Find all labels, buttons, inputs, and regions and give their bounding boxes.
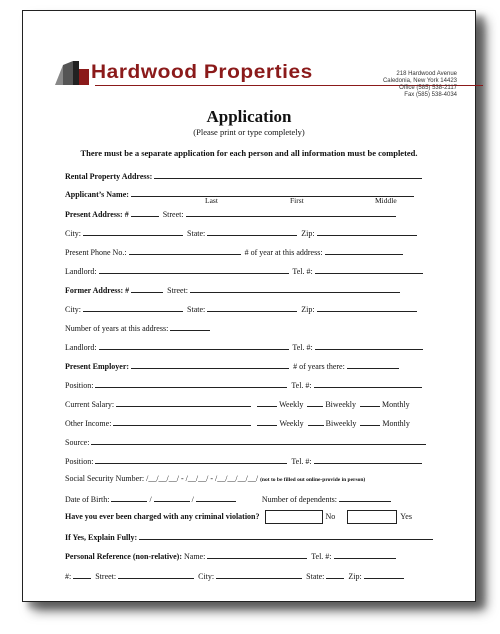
current-salary-row xyxy=(65,398,410,409)
name-part-last: Last xyxy=(205,196,218,205)
employer-position-row xyxy=(65,379,424,390)
salary-biweekly-label: Biweekly xyxy=(325,400,357,409)
personal-ref-city-field[interactable] xyxy=(216,570,302,579)
current-salary-field[interactable] xyxy=(116,398,251,407)
present-landlord-row xyxy=(65,265,425,276)
personal-ref-zip-label: Zip: xyxy=(348,572,362,581)
personal-ref-state-field[interactable] xyxy=(326,570,344,579)
present-city-label: City: xyxy=(65,229,82,238)
present-address-label: Present Address: # xyxy=(65,210,129,219)
explain-label: If Yes, Explain Fully: xyxy=(65,533,138,542)
applicant-name-field[interactable] xyxy=(131,188,414,197)
personal-ref-number-label: #: xyxy=(65,572,72,581)
office-phone: Office (585) 538-2117 xyxy=(399,85,457,91)
personal-ref-label: Personal Reference (non-relative): xyxy=(65,552,182,561)
income-weekly-field[interactable] xyxy=(257,417,277,426)
personal-ref-tel-field[interactable] xyxy=(334,550,396,559)
present-employer-label: Present Employer: xyxy=(65,362,130,371)
employer-position-field[interactable] xyxy=(95,379,287,388)
ssn-row xyxy=(65,474,365,483)
source-tel-label: Tel. #: xyxy=(291,457,312,466)
source-label: Source: xyxy=(65,438,90,447)
former-city-field[interactable] xyxy=(83,303,183,312)
present-city-field[interactable] xyxy=(83,227,183,236)
name-part-first: First xyxy=(290,196,304,205)
present-address-number-field[interactable] xyxy=(131,208,159,217)
present-zip-field[interactable] xyxy=(317,227,417,236)
personal-ref-number-field[interactable] xyxy=(73,570,91,579)
rental-address-field[interactable] xyxy=(154,170,422,179)
years-at-address-field[interactable] xyxy=(325,246,403,255)
present-phone-row xyxy=(65,246,405,257)
years-there-field[interactable] xyxy=(347,360,399,369)
current-salary-label: Current Salary: xyxy=(65,400,115,409)
former-landlord-tel-field[interactable] xyxy=(315,341,423,350)
source-position-row xyxy=(65,455,424,466)
other-income-row xyxy=(65,417,410,428)
rental-address-row xyxy=(65,170,424,181)
source-position-label: Position: xyxy=(65,457,94,466)
former-city-row xyxy=(65,303,419,314)
former-state-label: State: xyxy=(187,305,206,314)
personal-ref-zip-field[interactable] xyxy=(364,570,404,579)
former-years-field[interactable] xyxy=(170,322,210,331)
present-street-label: Street: xyxy=(162,210,184,219)
present-phone-field[interactable] xyxy=(129,246,241,255)
page-subtitle: (Please print or type completely) xyxy=(193,127,305,137)
present-landlord-tel-field[interactable] xyxy=(315,265,423,274)
company-logo xyxy=(53,59,343,89)
source-position-field[interactable] xyxy=(95,455,287,464)
notice-text: There must be a separate application for each person and all information must be completed. xyxy=(80,148,418,158)
criminal-yes-label: Yes xyxy=(400,511,412,521)
ssn-label: Social Security Number: xyxy=(65,474,145,483)
years-there-label: # of years there: xyxy=(293,362,345,371)
former-state-field[interactable] xyxy=(207,303,297,312)
personal-ref-street-label: Street: xyxy=(95,572,117,581)
former-street-label: Street: xyxy=(167,286,189,295)
former-address-number-field[interactable] xyxy=(131,284,163,293)
rental-address-label: Rental Property Address: xyxy=(65,172,153,181)
personal-ref-address-row xyxy=(65,570,406,581)
explain-field[interactable] xyxy=(139,531,433,540)
present-employer-field[interactable] xyxy=(131,360,289,369)
ssn-field[interactable]: /__/__/__/ - /__/__/ - /__/__/__/__/ xyxy=(146,474,259,483)
dob-year-field[interactable] xyxy=(196,493,236,502)
present-address-row xyxy=(65,208,398,219)
source-field[interactable] xyxy=(91,436,426,445)
explain-row xyxy=(65,531,435,542)
salary-biweekly-field[interactable] xyxy=(307,398,323,407)
former-landlord-label: Landlord: xyxy=(65,343,97,352)
dob-label: Date of Birth: xyxy=(65,495,110,504)
other-income-label: Other Income: xyxy=(65,419,112,428)
former-zip-label: Zip: xyxy=(301,305,315,314)
applicant-name-row xyxy=(65,188,416,199)
former-years-row xyxy=(65,322,212,333)
salary-monthly-field[interactable] xyxy=(360,398,380,407)
personal-ref-tel-label: Tel. #: xyxy=(311,552,332,561)
present-street-field[interactable] xyxy=(186,208,396,217)
dob-month-field[interactable] xyxy=(111,493,147,502)
personal-ref-name-field[interactable] xyxy=(207,550,307,559)
address-line-1: 218 Hardwood Avenue xyxy=(396,71,457,77)
salary-weekly-label: Weekly xyxy=(279,400,304,409)
personal-ref-street-field[interactable] xyxy=(118,570,194,579)
income-biweekly-field[interactable] xyxy=(308,417,324,426)
dependents-label: Number of dependents: xyxy=(261,495,337,504)
company-address xyxy=(383,71,457,99)
other-income-field[interactable] xyxy=(113,417,251,426)
personal-ref-name-label: Name: xyxy=(184,552,206,561)
applicant-name-label: Applicant’s Name: xyxy=(65,190,129,199)
address-line-2: Caledonia, New York 14423 xyxy=(382,78,457,84)
salary-monthly-label: Monthly xyxy=(382,400,410,409)
criminal-question: Have you ever been charged with any criminal violation? xyxy=(65,511,260,521)
employer-position-label: Position: xyxy=(65,381,94,390)
income-monthly-field[interactable] xyxy=(360,417,380,426)
former-landlord-field[interactable] xyxy=(99,341,289,350)
criminal-no-box[interactable] xyxy=(265,510,323,524)
employer-tel-field[interactable] xyxy=(314,379,422,388)
dob-day-field[interactable] xyxy=(154,493,190,502)
personal-ref-city-label: City: xyxy=(198,572,215,581)
criminal-yes-box[interactable] xyxy=(347,510,397,524)
present-landlord-field[interactable] xyxy=(99,265,289,274)
present-state-label: State: xyxy=(187,229,206,238)
years-at-address-label: # of year at this address: xyxy=(244,248,323,257)
personal-ref-state-label: State: xyxy=(306,572,325,581)
present-zip-label: Zip: xyxy=(301,229,315,238)
former-street-field[interactable] xyxy=(190,284,400,293)
present-city-row xyxy=(65,227,419,238)
dependents-field[interactable] xyxy=(339,493,391,502)
former-years-label: Number of years at this address: xyxy=(65,324,169,333)
present-landlord-label: Landlord: xyxy=(65,267,97,276)
company-name: Hardwood Properties xyxy=(91,62,313,83)
source-tel-field[interactable] xyxy=(314,455,422,464)
former-landlord-tel-label: Tel. #: xyxy=(292,343,313,352)
building-logo-icon xyxy=(53,59,93,87)
salary-weekly-field[interactable] xyxy=(257,398,277,407)
employer-row xyxy=(65,360,401,371)
former-address-label: Former Address: # xyxy=(65,286,130,295)
source-row xyxy=(65,436,428,447)
income-monthly-label: Monthly xyxy=(382,419,410,428)
present-phone-label: Present Phone No.: xyxy=(65,248,127,257)
application-page xyxy=(22,10,476,602)
former-address-row xyxy=(65,284,402,295)
name-part-middle: Middle xyxy=(375,196,397,205)
dob-row: Date of Birth: / / Number of dependents: xyxy=(65,493,393,504)
present-state-field[interactable] xyxy=(207,227,297,236)
personal-ref-row xyxy=(65,550,398,561)
page-title: Application xyxy=(206,107,292,126)
criminal-row xyxy=(65,510,412,524)
former-zip-field[interactable] xyxy=(317,303,417,312)
former-city-label: City: xyxy=(65,305,82,314)
former-landlord-row xyxy=(65,341,425,352)
income-biweekly-label: Biweekly xyxy=(325,419,357,428)
criminal-no-label: No xyxy=(325,511,336,521)
present-landlord-tel-label: Tel. #: xyxy=(292,267,313,276)
fax-number: Fax (585) 538-4034 xyxy=(404,92,457,98)
employer-tel-label: Tel. #: xyxy=(291,381,312,390)
income-weekly-label: Weekly xyxy=(279,419,304,428)
ssn-note: (not to be filled out online-provide in person) xyxy=(260,477,366,483)
